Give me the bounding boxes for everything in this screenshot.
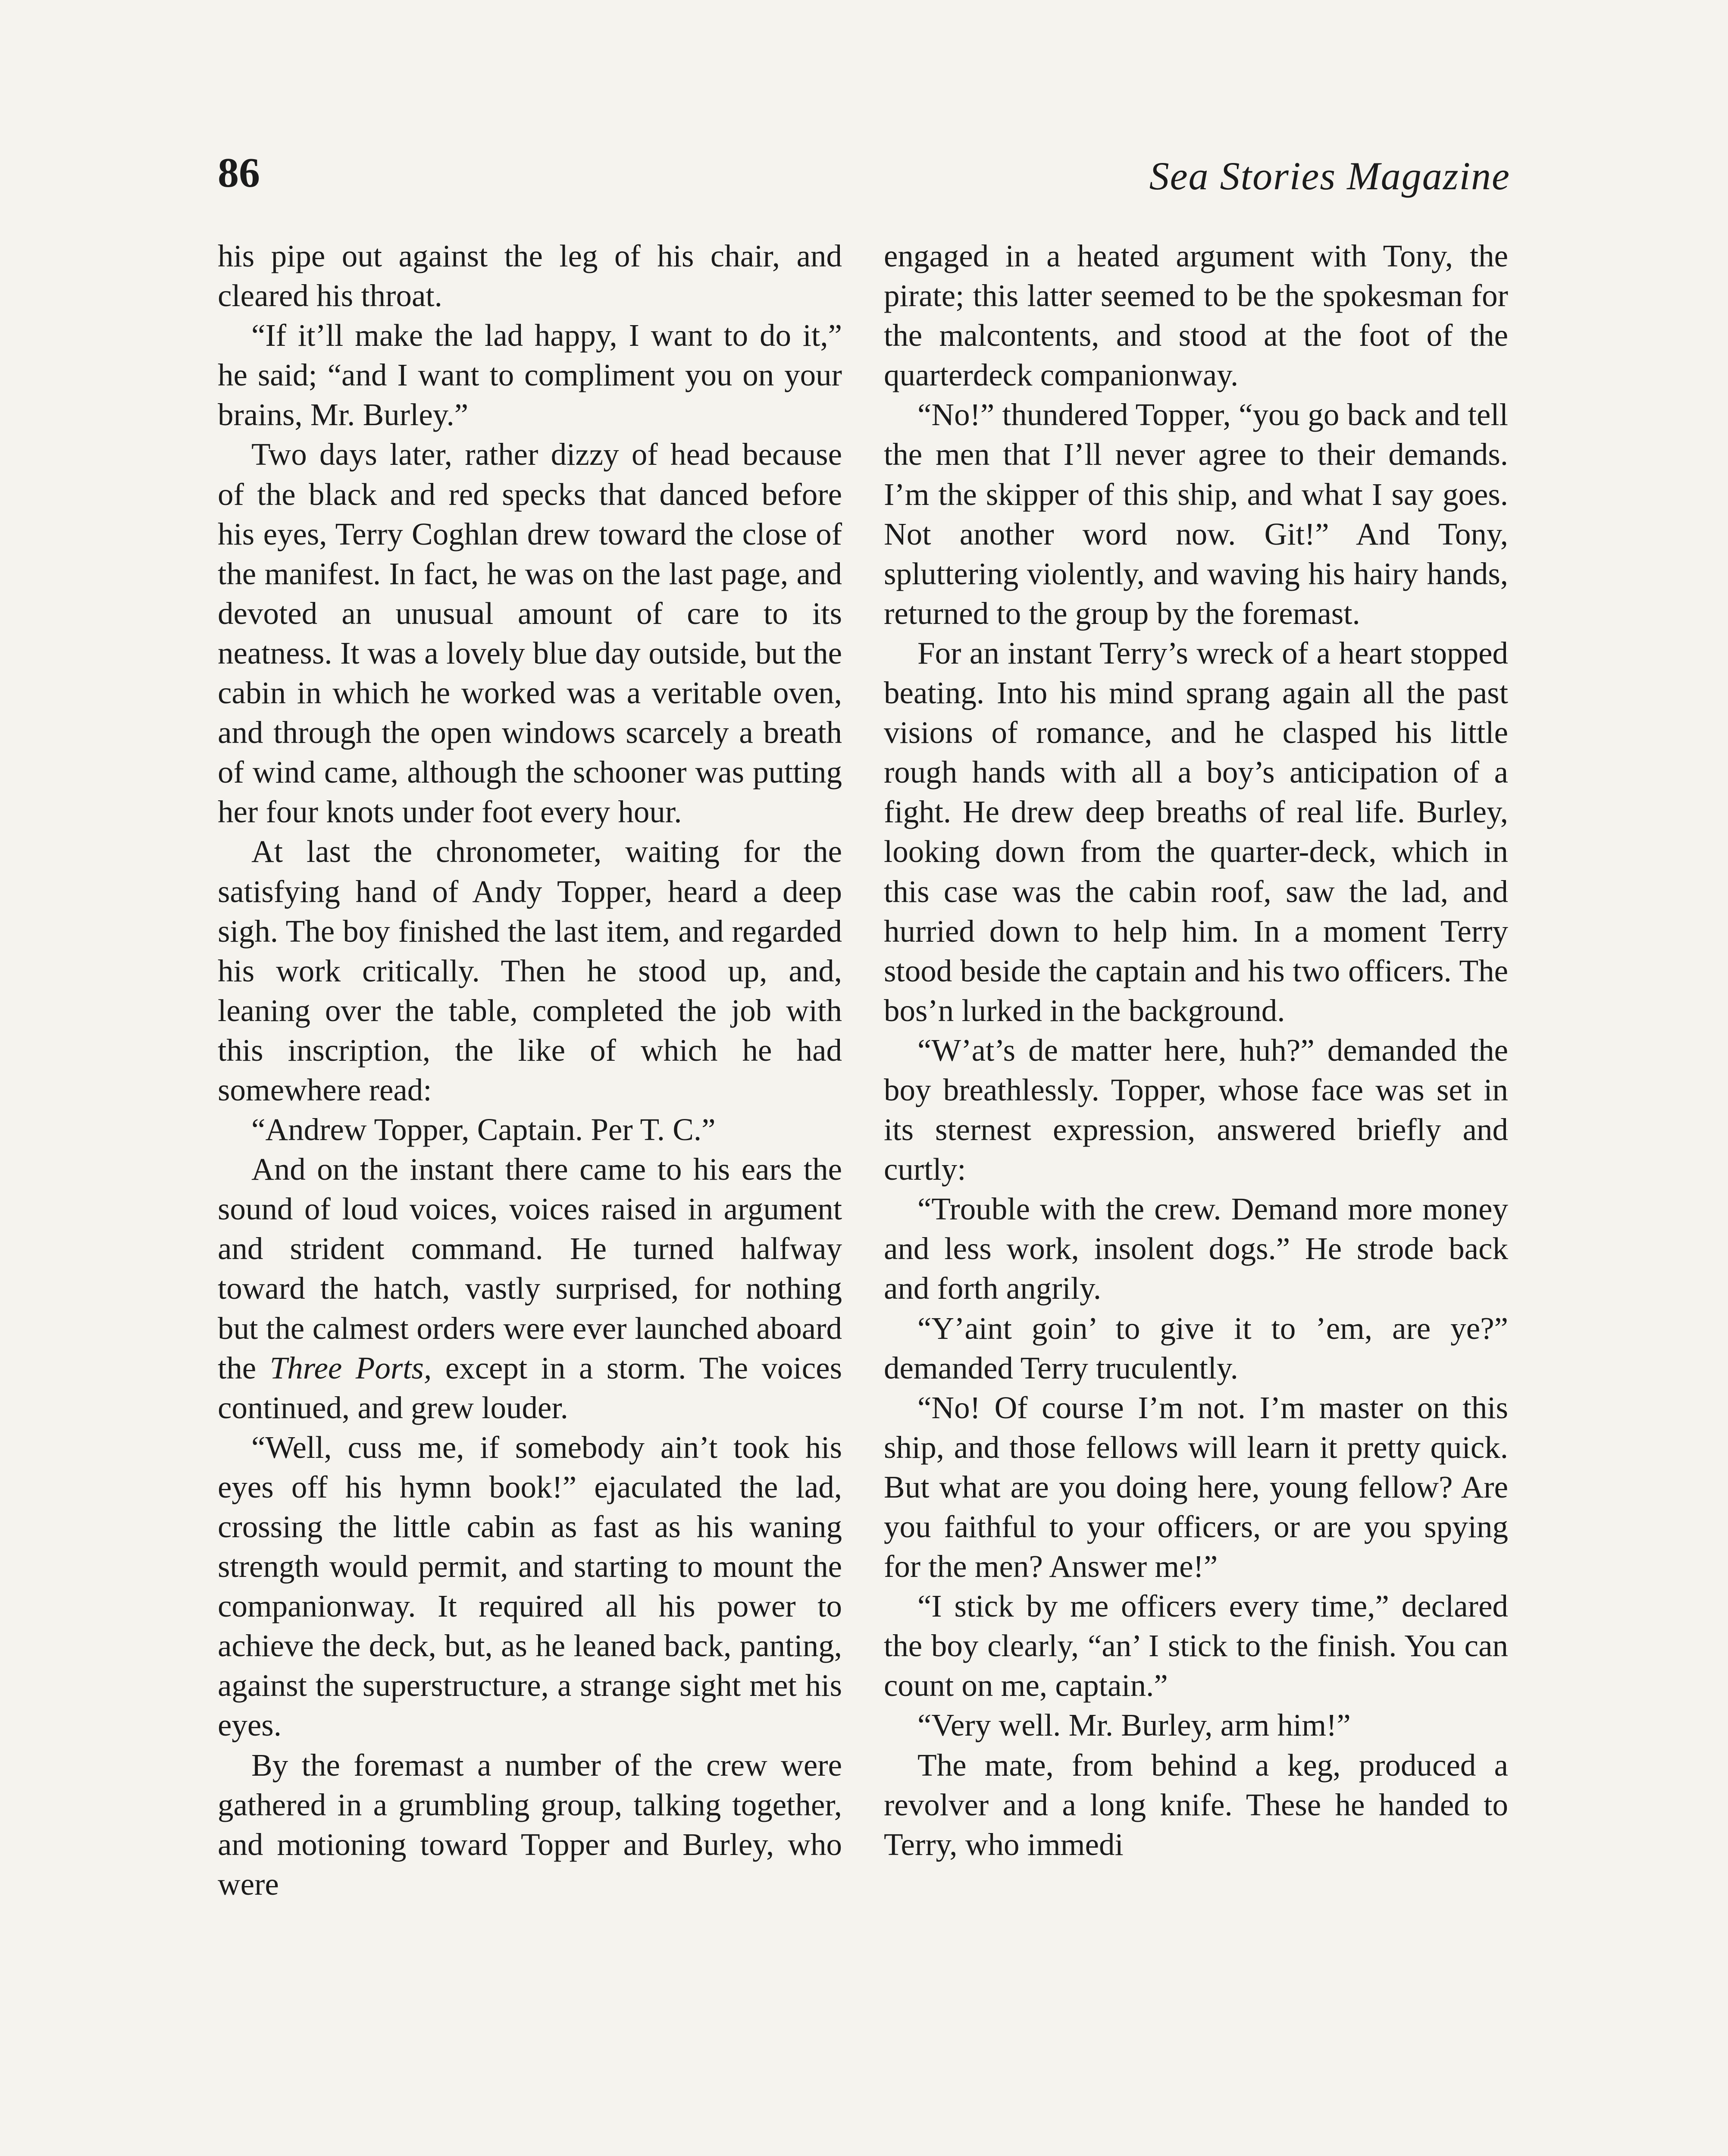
paragraph-text: except in a storm. The voices continued, and grew louder. — [218, 1350, 842, 1425]
magazine-title: Sea Stories Magazine — [1149, 154, 1510, 198]
paragraph: “Y’aint goin’ to give it to ’em, are ye?” demanded Terry truculently. — [884, 1310, 1508, 1385]
paragraph: “Well, cuss me, if somebody ain’t took his eyes off his hymn book!” ejaculated the lad, crossing the little cabin as fast as his waning strength would permit, and starting to mount the companionway. It required all his power to achieve the deck, but, as he leaned back, panting, against the superstructure, a strange sight met his eyes. — [218, 1429, 842, 1743]
paragraph: “If it’ll make the lad happy, I want to do it,” he said; “and I want to compliment you on your brains, Mr. Burley.” — [218, 318, 842, 432]
paragraph: “I stick by me officers every time,” declared the boy clearly, “an’ I stick to the finish. You can count on me, captain.” — [884, 1589, 1508, 1703]
paragraph: “W’at’s de matter here, huh?” demanded the boy breathlessly. Topper, whose face was set in its sternest expression, answered briefly and curtly: — [884, 1032, 1508, 1187]
paragraph: “Trouble with the crew. Demand more money and less work, insolent dogs.” He strode back and forth angrily. — [884, 1191, 1508, 1306]
ship-name: Three Ports, — [269, 1350, 432, 1385]
paragraph-text: And on the instant there came to his ears the sound of loud voices, voices raised in argument and strident command. He turned halfway toward the hatch, vastly surprised, for nothing but the calmest orders were ever launched aboard the — [218, 1152, 842, 1385]
paragraph: Two days later, rather dizzy of head because of the black and red specks that danced before his eyes, Terry Coghlan drew toward the close of the manifest. In fact, he was on the last page, and devoted an unusual amount of care to its neatness. It was a lovely blue day outside, but the cabin in which he worked was a veritable oven, and through the open windows scarcely a breath of wind came, although the schooner was putting her four knots under foot every hour. — [218, 437, 842, 830]
paragraph: “No!” thundered Topper, “you go back and tell the men that I’ll never agree to their demands. I’m the skipper of this ship, and what I say goes. Not another word now. Git!” And Tony, spluttering violently, and waving his hairy hands, returned to the group by the foremast. — [884, 397, 1508, 631]
paragraph: his pipe out against the leg of his chair, and cleared his throat. — [218, 238, 842, 313]
paragraph: For an instant Terry’s wreck of a heart stopped beating. Into his mind sprang again all the past visions of romance, and he clasped his little rough hands with all a boy’s anticipation of a fight. He drew deep breaths of real life. Burley, looking down from the quarter-deck, which in this case was the cabin roof, saw the lad, and hurried down to help him. In a moment Terry stood beside the captain and his two officers. The bos’n lurked in the background. — [884, 635, 1508, 1028]
right-column — [884, 236, 1508, 1865]
paragraph — [218, 1150, 842, 1428]
paragraph: engaged in a heated argument with Tony, the pirate; this latter seemed to be the spokesman for the malcontents, and stood at the foot of the quarterdeck companionway. — [884, 238, 1508, 393]
paragraph: By the foremast a number of the crew were gathered in a grumbling group, talking together, and motioning toward Topper and Burley, who were — [218, 1747, 842, 1902]
paragraph: “No! Of course I’m not. I’m master on this ship, and those fellows will learn it pretty quick. But what are you doing here, young fellow? Are you faithful to your officers, or are you spying for the men? Answer me!” — [884, 1390, 1508, 1584]
paragraph: At last the chronometer, waiting for the satisfying hand of Andy Topper, heard a deep sigh. The boy finished the last item, and regarded his work critically. Then he stood up, and, leaning over the table, completed the job with this inscription, the like of which he had somewhere read: — [218, 834, 842, 1107]
paragraph: The mate, from behind a keg, produced a revolver and a long knife. These he handed to Terry, who immedi — [884, 1747, 1508, 1862]
page-number: 86 — [218, 150, 260, 196]
left-column — [218, 236, 842, 1904]
paragraph: “Very well. Mr. Burley, arm him!” — [917, 1708, 1351, 1743]
paragraph: “Andrew Topper, Captain. Per T. C.” — [251, 1112, 716, 1147]
